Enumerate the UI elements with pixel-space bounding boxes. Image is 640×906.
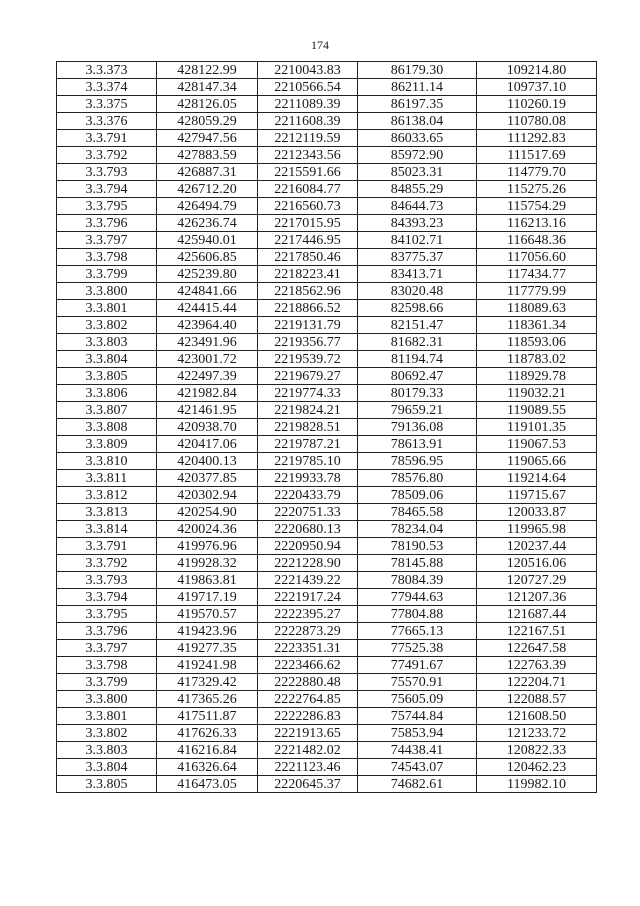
table-row: [57, 555, 597, 572]
x-coord-cell: 420377.85: [157, 470, 258, 487]
local-y-cell: 117434.77: [477, 266, 597, 283]
local-x-cell: 84102.71: [358, 232, 477, 249]
y-coord-cell: 2216560.73: [258, 198, 358, 215]
point-id-cell: 3.3.803: [57, 742, 157, 759]
local-x-cell: 82598.66: [358, 300, 477, 317]
y-coord-cell: 2218223.41: [258, 266, 358, 283]
table-row: [57, 62, 597, 79]
local-x-cell: 80179.33: [358, 385, 477, 402]
local-y-cell: 122204.71: [477, 674, 597, 691]
y-coord-cell: 2219131.79: [258, 317, 358, 334]
table-row: [57, 589, 597, 606]
local-x-cell: 78576.80: [358, 470, 477, 487]
local-x-cell: 77665.13: [358, 623, 477, 640]
local-x-cell: 83413.71: [358, 266, 477, 283]
point-id-cell: 3.3.794: [57, 181, 157, 198]
table-row: [57, 266, 597, 283]
x-coord-cell: 425606.85: [157, 249, 258, 266]
table-row: [57, 453, 597, 470]
x-coord-cell: 426494.79: [157, 198, 258, 215]
x-coord-cell: 427947.56: [157, 130, 258, 147]
table-row: [57, 640, 597, 657]
x-coord-cell: 419570.57: [157, 606, 258, 623]
local-y-cell: 118361.34: [477, 317, 597, 334]
local-x-cell: 77804.88: [358, 606, 477, 623]
x-coord-cell: 417626.33: [157, 725, 258, 742]
local-x-cell: 86138.04: [358, 113, 477, 130]
local-x-cell: 84855.29: [358, 181, 477, 198]
x-coord-cell: 426236.74: [157, 215, 258, 232]
local-y-cell: 120462.23: [477, 759, 597, 776]
table-row: [57, 419, 597, 436]
y-coord-cell: 2219787.21: [258, 436, 358, 453]
x-coord-cell: 428059.29: [157, 113, 258, 130]
y-coord-cell: 2218562.96: [258, 283, 358, 300]
x-coord-cell: 425940.01: [157, 232, 258, 249]
y-coord-cell: 2211608.39: [258, 113, 358, 130]
table-row: [57, 113, 597, 130]
point-id-cell: 3.3.807: [57, 402, 157, 419]
local-y-cell: 109214.80: [477, 62, 597, 79]
local-y-cell: 120516.06: [477, 555, 597, 572]
local-x-cell: 86211.14: [358, 79, 477, 96]
y-coord-cell: 2222880.48: [258, 674, 358, 691]
local-y-cell: 121608.50: [477, 708, 597, 725]
local-y-cell: 119965.98: [477, 521, 597, 538]
y-coord-cell: 2217850.46: [258, 249, 358, 266]
local-x-cell: 79136.08: [358, 419, 477, 436]
local-y-cell: 117056.60: [477, 249, 597, 266]
y-coord-cell: 2212343.56: [258, 147, 358, 164]
point-id-cell: 3.3.791: [57, 130, 157, 147]
local-y-cell: 119715.67: [477, 487, 597, 504]
point-id-cell: 3.3.806: [57, 385, 157, 402]
local-y-cell: 119089.55: [477, 402, 597, 419]
local-y-cell: 115275.26: [477, 181, 597, 198]
y-coord-cell: 2223351.31: [258, 640, 358, 657]
x-coord-cell: 421461.95: [157, 402, 258, 419]
x-coord-cell: 419928.32: [157, 555, 258, 572]
table-row: [57, 385, 597, 402]
table-row: [57, 623, 597, 640]
y-coord-cell: 2219774.33: [258, 385, 358, 402]
local-x-cell: 74682.61: [358, 776, 477, 793]
point-id-cell: 3.3.803: [57, 334, 157, 351]
point-id-cell: 3.3.804: [57, 351, 157, 368]
x-coord-cell: 419423.96: [157, 623, 258, 640]
local-x-cell: 77944.63: [358, 589, 477, 606]
table-row: [57, 300, 597, 317]
local-x-cell: 81682.31: [358, 334, 477, 351]
table-row: [57, 317, 597, 334]
point-id-cell: 3.3.796: [57, 623, 157, 640]
page-number: 174: [311, 38, 329, 52]
x-coord-cell: 426712.20: [157, 181, 258, 198]
coordinates-table: [56, 61, 597, 793]
table-row: [57, 742, 597, 759]
x-coord-cell: 419241.98: [157, 657, 258, 674]
local-x-cell: 78509.06: [358, 487, 477, 504]
local-y-cell: 119067.53: [477, 436, 597, 453]
x-coord-cell: 420938.70: [157, 419, 258, 436]
x-coord-cell: 416216.84: [157, 742, 258, 759]
point-id-cell: 3.3.801: [57, 300, 157, 317]
local-y-cell: 118089.63: [477, 300, 597, 317]
point-id-cell: 3.3.797: [57, 640, 157, 657]
local-y-cell: 119032.21: [477, 385, 597, 402]
table-row: [57, 147, 597, 164]
x-coord-cell: 428122.99: [157, 62, 258, 79]
x-coord-cell: 419976.96: [157, 538, 258, 555]
x-coord-cell: 420400.13: [157, 453, 258, 470]
local-x-cell: 78465.58: [358, 504, 477, 521]
point-id-cell: 3.3.805: [57, 368, 157, 385]
local-x-cell: 78145.88: [358, 555, 477, 572]
local-x-cell: 81194.74: [358, 351, 477, 368]
point-id-cell: 3.3.799: [57, 266, 157, 283]
x-coord-cell: 416473.05: [157, 776, 258, 793]
local-x-cell: 85023.31: [358, 164, 477, 181]
table-row: [57, 521, 597, 538]
local-x-cell: 86179.30: [358, 62, 477, 79]
local-y-cell: 116213.16: [477, 215, 597, 232]
y-coord-cell: 2219828.51: [258, 419, 358, 436]
local-y-cell: 119214.64: [477, 470, 597, 487]
x-coord-cell: 427883.59: [157, 147, 258, 164]
x-coord-cell: 417365.26: [157, 691, 258, 708]
x-coord-cell: 419717.19: [157, 589, 258, 606]
y-coord-cell: 2219785.10: [258, 453, 358, 470]
y-coord-cell: 2220950.94: [258, 538, 358, 555]
table-row: [57, 504, 597, 521]
table-row: [57, 402, 597, 419]
local-x-cell: 85972.90: [358, 147, 477, 164]
point-id-cell: 3.3.812: [57, 487, 157, 504]
table-row: [57, 368, 597, 385]
y-coord-cell: 2219539.72: [258, 351, 358, 368]
y-coord-cell: 2221123.46: [258, 759, 358, 776]
point-id-cell: 3.3.792: [57, 555, 157, 572]
point-id-cell: 3.3.793: [57, 164, 157, 181]
point-id-cell: 3.3.796: [57, 215, 157, 232]
local-y-cell: 122763.39: [477, 657, 597, 674]
y-coord-cell: 2221228.90: [258, 555, 358, 572]
x-coord-cell: 420302.94: [157, 487, 258, 504]
table-row: [57, 198, 597, 215]
x-coord-cell: 420254.90: [157, 504, 258, 521]
x-coord-cell: 424415.44: [157, 300, 258, 317]
local-y-cell: 116648.36: [477, 232, 597, 249]
local-y-cell: 120727.29: [477, 572, 597, 589]
point-id-cell: 3.3.376: [57, 113, 157, 130]
local-y-cell: 120822.33: [477, 742, 597, 759]
point-id-cell: 3.3.802: [57, 725, 157, 742]
table-row: [57, 215, 597, 232]
table-row: [57, 691, 597, 708]
table-row: [57, 79, 597, 96]
y-coord-cell: 2222873.29: [258, 623, 358, 640]
y-coord-cell: 2219679.27: [258, 368, 358, 385]
point-id-cell: 3.3.798: [57, 657, 157, 674]
table-row: [57, 725, 597, 742]
local-y-cell: 121233.72: [477, 725, 597, 742]
local-y-cell: 121687.44: [477, 606, 597, 623]
point-id-cell: 3.3.373: [57, 62, 157, 79]
local-x-cell: 77525.38: [358, 640, 477, 657]
local-y-cell: 118783.02: [477, 351, 597, 368]
point-id-cell: 3.3.810: [57, 453, 157, 470]
y-coord-cell: 2217446.95: [258, 232, 358, 249]
local-y-cell: 114779.70: [477, 164, 597, 181]
local-x-cell: 83020.48: [358, 283, 477, 300]
point-id-cell: 3.3.794: [57, 589, 157, 606]
x-coord-cell: 424841.66: [157, 283, 258, 300]
local-y-cell: 121207.36: [477, 589, 597, 606]
table-row: [57, 96, 597, 113]
x-coord-cell: 420417.06: [157, 436, 258, 453]
x-coord-cell: 428126.05: [157, 96, 258, 113]
point-id-cell: 3.3.791: [57, 538, 157, 555]
table-row: [57, 487, 597, 504]
table-row: [57, 470, 597, 487]
table-row: [57, 776, 597, 793]
local-x-cell: 83775.37: [358, 249, 477, 266]
y-coord-cell: 2219933.78: [258, 470, 358, 487]
x-coord-cell: 428147.34: [157, 79, 258, 96]
y-coord-cell: 2220645.37: [258, 776, 358, 793]
x-coord-cell: 417511.87: [157, 708, 258, 725]
point-id-cell: 3.3.374: [57, 79, 157, 96]
table-row: [57, 232, 597, 249]
local-x-cell: 75744.84: [358, 708, 477, 725]
local-x-cell: 75853.94: [358, 725, 477, 742]
y-coord-cell: 2221917.24: [258, 589, 358, 606]
x-coord-cell: 417329.42: [157, 674, 258, 691]
table-row: [57, 130, 597, 147]
point-id-cell: 3.3.795: [57, 606, 157, 623]
local-y-cell: 122647.58: [477, 640, 597, 657]
x-coord-cell: 426887.31: [157, 164, 258, 181]
local-x-cell: 78234.04: [358, 521, 477, 538]
local-y-cell: 122167.51: [477, 623, 597, 640]
table-row: [57, 538, 597, 555]
table-row: [57, 759, 597, 776]
y-coord-cell: 2218866.52: [258, 300, 358, 317]
local-x-cell: 74438.41: [358, 742, 477, 759]
x-coord-cell: 423491.96: [157, 334, 258, 351]
table-row: [57, 181, 597, 198]
local-y-cell: 120033.87: [477, 504, 597, 521]
table-row: [57, 572, 597, 589]
point-id-cell: 3.3.797: [57, 232, 157, 249]
local-x-cell: 84644.73: [358, 198, 477, 215]
y-coord-cell: 2222395.27: [258, 606, 358, 623]
point-id-cell: 3.3.814: [57, 521, 157, 538]
y-coord-cell: 2221482.02: [258, 742, 358, 759]
local-x-cell: 78613.91: [358, 436, 477, 453]
y-coord-cell: 2219824.21: [258, 402, 358, 419]
local-y-cell: 111292.83: [477, 130, 597, 147]
table-row: [57, 606, 597, 623]
table-row: [57, 436, 597, 453]
local-y-cell: 119101.35: [477, 419, 597, 436]
local-y-cell: 119982.10: [477, 776, 597, 793]
point-id-cell: 3.3.799: [57, 674, 157, 691]
point-id-cell: 3.3.798: [57, 249, 157, 266]
point-id-cell: 3.3.813: [57, 504, 157, 521]
local-x-cell: 77491.67: [358, 657, 477, 674]
x-coord-cell: 419863.81: [157, 572, 258, 589]
table-row: [57, 674, 597, 691]
point-id-cell: 3.3.795: [57, 198, 157, 215]
y-coord-cell: 2221913.65: [258, 725, 358, 742]
local-x-cell: 74543.07: [358, 759, 477, 776]
point-id-cell: 3.3.800: [57, 691, 157, 708]
local-x-cell: 84393.23: [358, 215, 477, 232]
y-coord-cell: 2212119.59: [258, 130, 358, 147]
y-coord-cell: 2222286.83: [258, 708, 358, 725]
y-coord-cell: 2223466.62: [258, 657, 358, 674]
table-row: [57, 657, 597, 674]
point-id-cell: 3.3.802: [57, 317, 157, 334]
y-coord-cell: 2217015.95: [258, 215, 358, 232]
local-x-cell: 79659.21: [358, 402, 477, 419]
y-coord-cell: 2211089.39: [258, 96, 358, 113]
point-id-cell: 3.3.375: [57, 96, 157, 113]
local-y-cell: 118929.78: [477, 368, 597, 385]
y-coord-cell: 2219356.77: [258, 334, 358, 351]
table-row: [57, 249, 597, 266]
local-x-cell: 78190.53: [358, 538, 477, 555]
point-id-cell: 3.3.804: [57, 759, 157, 776]
local-x-cell: 78596.95: [358, 453, 477, 470]
local-x-cell: 78084.39: [358, 572, 477, 589]
point-id-cell: 3.3.811: [57, 470, 157, 487]
point-id-cell: 3.3.805: [57, 776, 157, 793]
y-coord-cell: 2220680.13: [258, 521, 358, 538]
x-coord-cell: 421982.84: [157, 385, 258, 402]
y-coord-cell: 2210043.83: [258, 62, 358, 79]
x-coord-cell: 416326.64: [157, 759, 258, 776]
local-x-cell: 75605.09: [358, 691, 477, 708]
y-coord-cell: 2210566.54: [258, 79, 358, 96]
table-row: [57, 708, 597, 725]
point-id-cell: 3.3.801: [57, 708, 157, 725]
local-x-cell: 75570.91: [358, 674, 477, 691]
x-coord-cell: 419277.35: [157, 640, 258, 657]
point-id-cell: 3.3.809: [57, 436, 157, 453]
y-coord-cell: 2222764.85: [258, 691, 358, 708]
y-coord-cell: 2215591.66: [258, 164, 358, 181]
local-x-cell: 86197.35: [358, 96, 477, 113]
local-x-cell: 82151.47: [358, 317, 477, 334]
table-row: [57, 164, 597, 181]
local-y-cell: 111517.69: [477, 147, 597, 164]
x-coord-cell: 422497.39: [157, 368, 258, 385]
local-y-cell: 115754.29: [477, 198, 597, 215]
local-y-cell: 118593.06: [477, 334, 597, 351]
local-x-cell: 80692.47: [358, 368, 477, 385]
y-coord-cell: 2216084.77: [258, 181, 358, 198]
y-coord-cell: 2221439.22: [258, 572, 358, 589]
point-id-cell: 3.3.792: [57, 147, 157, 164]
local-y-cell: 120237.44: [477, 538, 597, 555]
local-y-cell: 110260.19: [477, 96, 597, 113]
x-coord-cell: 425239.80: [157, 266, 258, 283]
x-coord-cell: 423001.72: [157, 351, 258, 368]
local-y-cell: 117779.99: [477, 283, 597, 300]
point-id-cell: 3.3.808: [57, 419, 157, 436]
local-x-cell: 86033.65: [358, 130, 477, 147]
table-body: [57, 62, 597, 793]
local-y-cell: 122088.57: [477, 691, 597, 708]
table-row: [57, 334, 597, 351]
local-y-cell: 110780.08: [477, 113, 597, 130]
point-id-cell: 3.3.793: [57, 572, 157, 589]
table-row: [57, 351, 597, 368]
x-coord-cell: 420024.36: [157, 521, 258, 538]
table-row: [57, 283, 597, 300]
local-y-cell: 109737.10: [477, 79, 597, 96]
y-coord-cell: 2220751.33: [258, 504, 358, 521]
point-id-cell: 3.3.800: [57, 283, 157, 300]
local-y-cell: 119065.66: [477, 453, 597, 470]
y-coord-cell: 2220433.79: [258, 487, 358, 504]
x-coord-cell: 423964.40: [157, 317, 258, 334]
